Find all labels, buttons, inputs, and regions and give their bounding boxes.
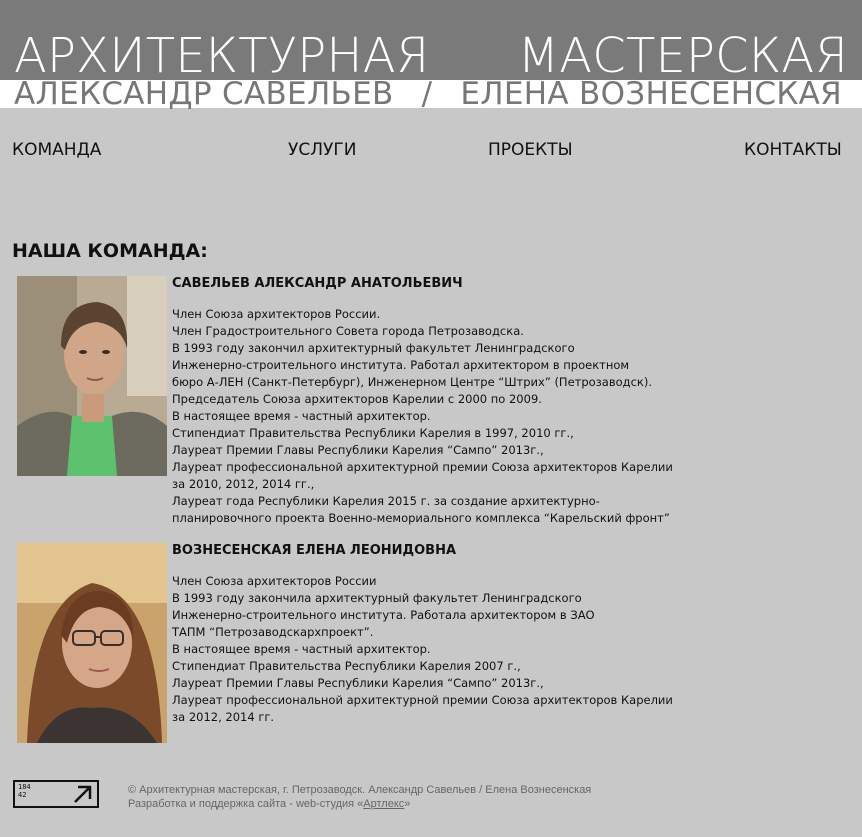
bio-line: Стипендиат Правительства Республики Карелия 2007 г., [172, 659, 521, 673]
bio-line: Инженерно-строительного института. Работал архитектором в проектном [172, 358, 630, 372]
footer-text [128, 783, 591, 811]
team-member [17, 276, 673, 531]
bio-line: В настоящее время - частный архитектор. [172, 409, 431, 423]
team-member [17, 543, 673, 743]
bio-line: бюро А-ЛЕН (Санкт-Петербург), Инженерном Центре “Штрих” (Петрозаводск). [172, 375, 653, 389]
bio-line: В 1993 году закончил архитектурный факультет Ленинградского [172, 341, 575, 355]
nav-item-team[interactable]: КОМАНДА [12, 140, 102, 160]
bio-line: Инженерно-строительного института. Работала архитектором в ЗАО [172, 608, 595, 622]
nav-item-services[interactable]: УСЛУГИ [288, 140, 357, 160]
bio-line: планировочного проекта Военно-мемориального комплекса “Карельский фронт” [172, 511, 670, 525]
bio-line: Член Градостроительного Совета города Петрозаводска. [172, 324, 524, 338]
site-subtitle [14, 74, 842, 114]
section-title: НАША КОМАНДА: [12, 240, 208, 262]
nav-item-projects[interactable]: ПРОЕКТЫ [488, 140, 573, 160]
nav-item-contacts[interactable]: КОНТАКТЫ [744, 140, 842, 160]
member-name: ВОЗНЕСЕНСКАЯ ЕЛЕНА ЛЕОНИДОВНА [172, 543, 457, 558]
bio-line: Председатель Союза архитекторов Карелии с 2000 по 2009. [172, 392, 542, 406]
bio-line: ТАПМ “Петрозаводскархпроект”. [172, 625, 374, 639]
bio-line: за 2012, 2014 гг. [172, 710, 275, 724]
arrow-icon [72, 784, 94, 804]
main-nav [0, 140, 862, 164]
member-name: САВЕЛЬЕВ АЛЕКСАНДР АНАТОЛЬЕВИЧ [172, 276, 463, 291]
site-title: АРХИТЕКТУРНАЯ МАСТЕРСКАЯ [14, 28, 848, 84]
studio-logo-digits: 184 42 [18, 783, 31, 799]
bio-line: Стипендиат Правительства Республики Карелия в 1997, 2010 гг., [172, 426, 574, 440]
bio-line: Член Союза архитекторов России. [172, 307, 381, 321]
bio-line: Лауреат Премии Главы Республики Карелия “Сампо” 2013г., [172, 443, 544, 457]
member-bio [172, 306, 673, 527]
subtitle-name-2: ЕЛЕНА ВОЗНЕСЕНСКАЯ [460, 76, 842, 112]
footer-credits: Разработка и поддержка сайта - web-студия «Артлекс» [128, 798, 411, 810]
bio-line: Лауреат профессиональной архитектурной премии Союза архитекторов Карелии [172, 460, 673, 474]
bio-line: за 2010, 2012, 2014 гг., [172, 477, 315, 491]
member-photo [17, 543, 167, 743]
bio-line: Лауреат года Республики Карелия 2015 г. за создание архитектурно- [172, 494, 600, 508]
subtitle-separator: / [421, 76, 433, 112]
studio-logo[interactable] [13, 780, 99, 808]
footer-copyright: © Архитектурная мастерская, г. Петрозаводск. Александр Савельев / Елена Вознесенская [128, 784, 592, 796]
bio-line: В 1993 году закончила архитектурный факультет Ленинградского [172, 591, 582, 605]
bio-line: Лауреат профессиональной архитектурной премии Союза архитекторов Карелии [172, 693, 673, 707]
member-photo [17, 276, 167, 476]
member-bio [172, 573, 673, 726]
studio-link[interactable]: Артлекс [363, 798, 405, 810]
bio-line: Лауреат Премии Главы Республики Карелия “Сампо” 2013г., [172, 676, 544, 690]
subtitle-name-1: АЛЕКСАНДР САВЕЛЬЕВ [14, 76, 394, 112]
bio-line: Член Союза архитекторов России [172, 574, 377, 588]
bio-line: В настоящее время - частный архитектор. [172, 642, 431, 656]
